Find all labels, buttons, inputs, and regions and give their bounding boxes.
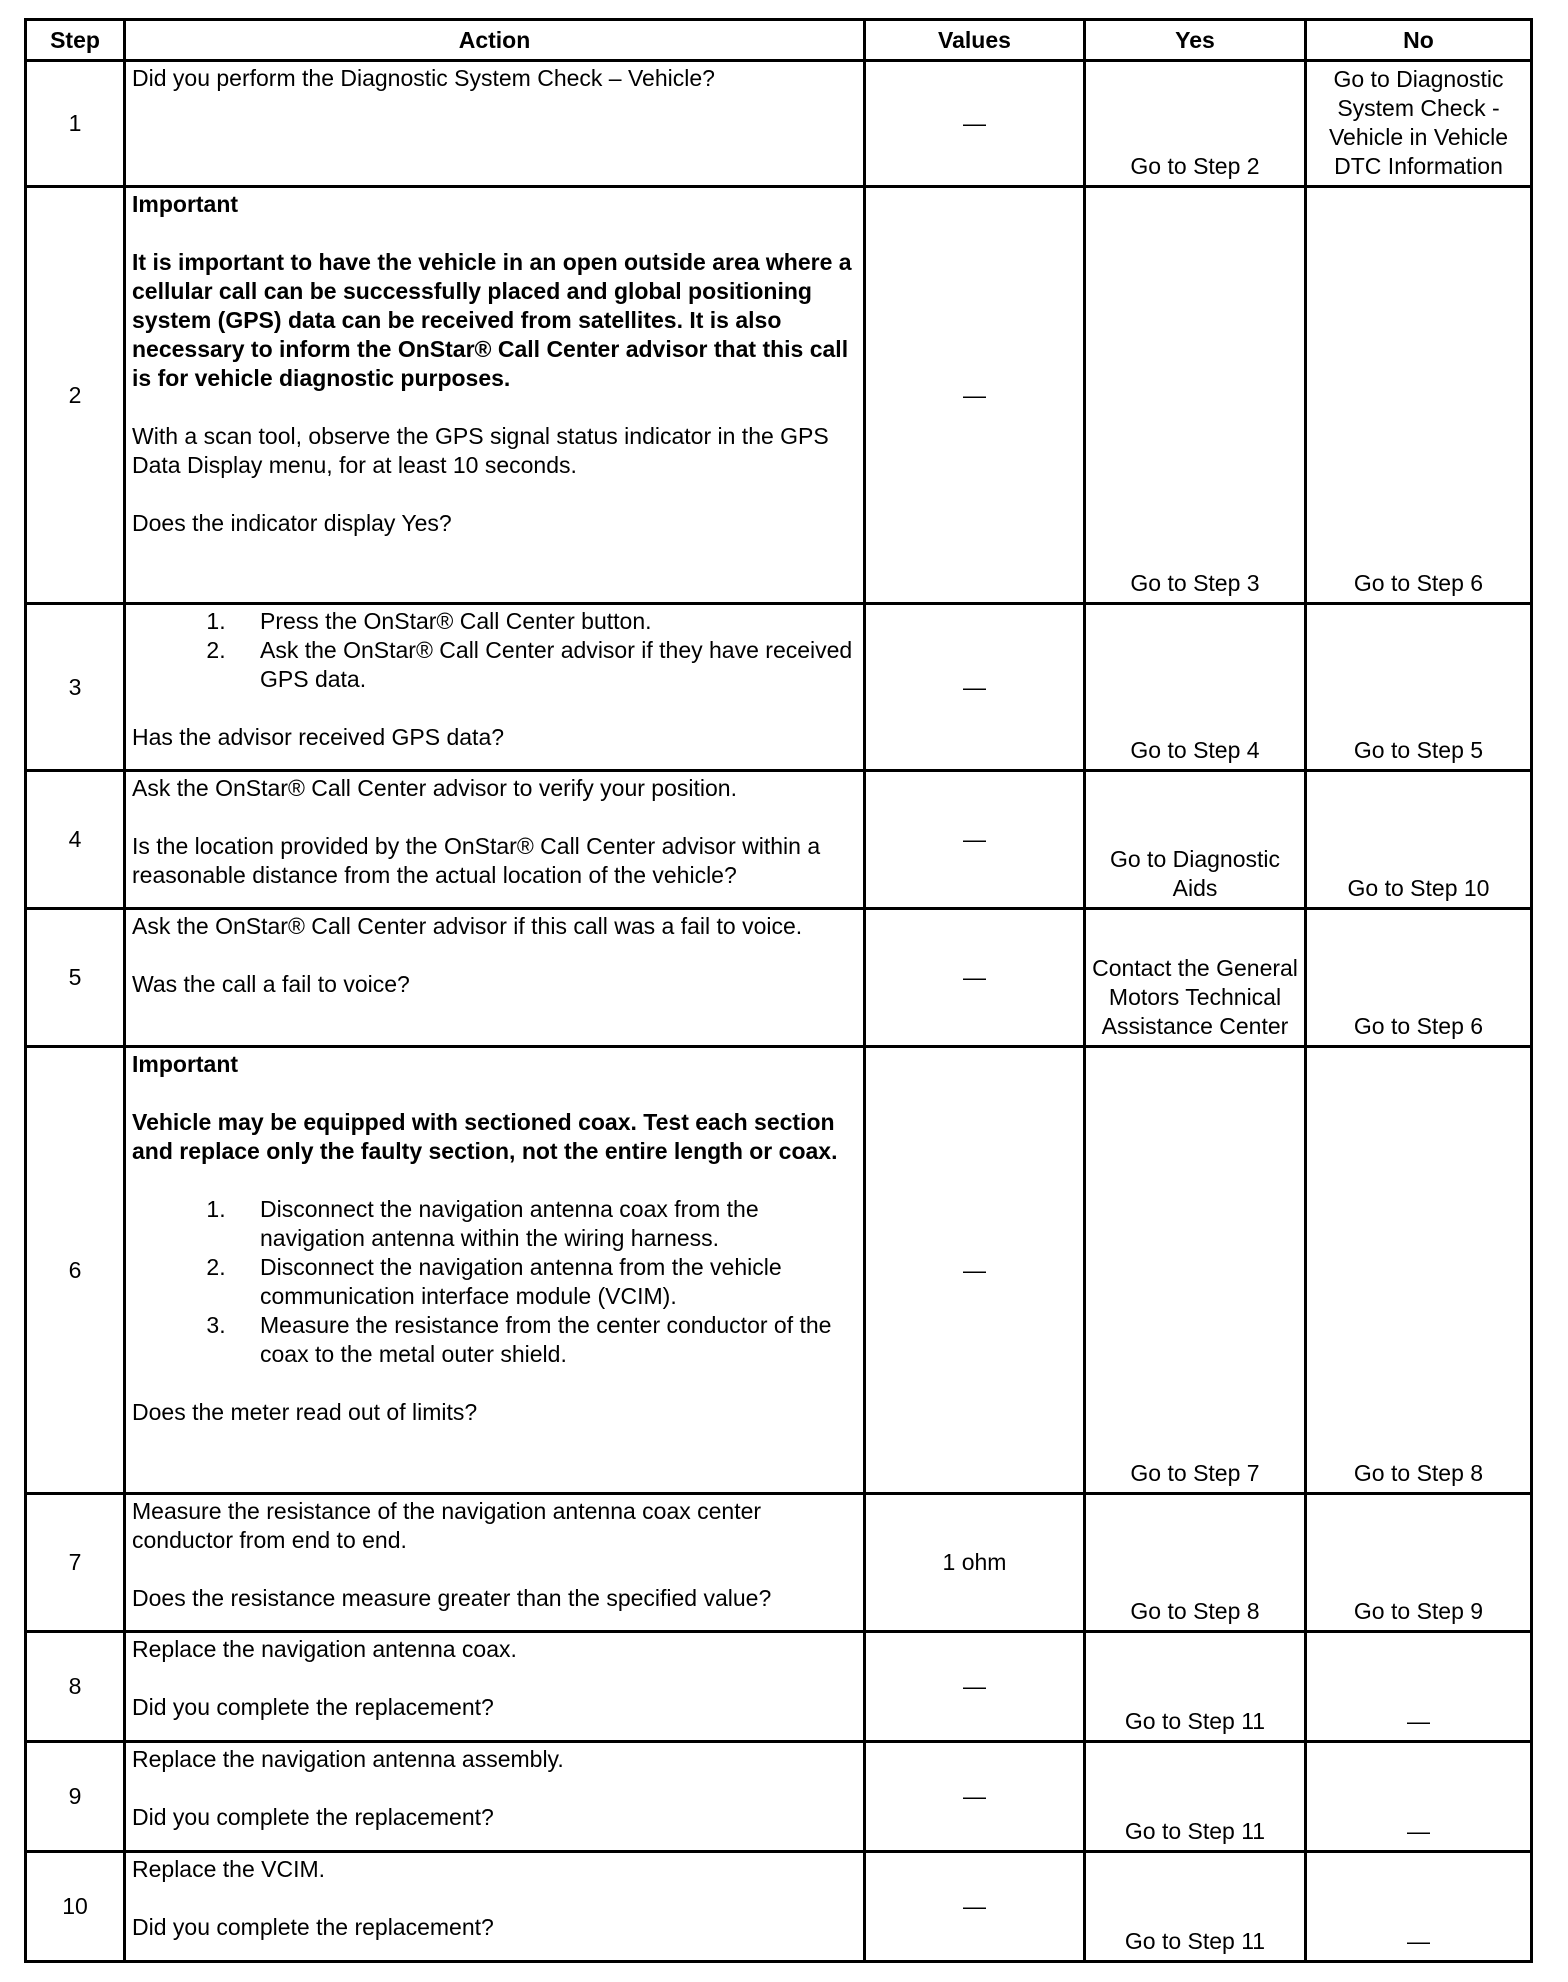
important-text: It is important to have the vehicle in an open outside area where a cellular call can be successfully placed and global positioning system (GPS) data can be received from satellites. It is also necessary to inform the OnStar® Call Center advisor that this call is for vehicle diagnostic purposes. <box>132 249 852 391</box>
table-row <box>26 1494 1532 1632</box>
header-action: Action <box>125 20 865 61</box>
action-text: With a scan tool, observe the GPS signal status indicator in the GPS Data Display menu, for at least 10 seconds. <box>132 423 829 478</box>
step-number: 9 <box>26 1742 125 1852</box>
step-number: 8 <box>26 1632 125 1742</box>
yes-cell: Go to Step 7 <box>1085 1047 1306 1494</box>
yes-cell: Go to Step 11 <box>1085 1632 1306 1742</box>
values-cell: — <box>865 1852 1085 1962</box>
yes-cell: Go to Step 3 <box>1085 187 1306 604</box>
action-cell <box>125 604 865 771</box>
action-question: Does the resistance measure greater than the specified value? <box>132 1585 772 1611</box>
action-question: Does the meter read out of limits? <box>132 1399 478 1425</box>
action-question: Did you complete the replacement? <box>132 1914 494 1940</box>
values-cell: — <box>865 1742 1085 1852</box>
table-row <box>26 1742 1532 1852</box>
important-label: Important <box>132 191 239 217</box>
values-cell: 1 ohm <box>865 1494 1085 1632</box>
table-row <box>26 1852 1532 1962</box>
step-number: 3 <box>26 604 125 771</box>
yes-cell: Contact the General Motors Technical Assistance Center <box>1085 909 1306 1047</box>
no-cell: Go to Step 8 <box>1306 1047 1532 1494</box>
action-question: Did you complete the replacement? <box>132 1804 494 1830</box>
no-cell: Go to Diagnostic System Check - Vehicle in Vehicle DTC Information <box>1306 61 1532 187</box>
action-text: Ask the OnStar® Call Center advisor to verify your position. <box>132 775 737 801</box>
action-question: Did you complete the replacement? <box>132 1694 494 1720</box>
yes-cell: Go to Step 11 <box>1085 1742 1306 1852</box>
action-question: Has the advisor received GPS data? <box>132 724 505 750</box>
header-values: Values <box>865 20 1085 61</box>
values-cell: — <box>865 771 1085 909</box>
no-cell: — <box>1306 1632 1532 1742</box>
action-cell <box>125 771 865 909</box>
no-cell: — <box>1306 1852 1532 1962</box>
diagnostic-table <box>24 18 1533 1963</box>
no-cell: Go to Step 5 <box>1306 604 1532 771</box>
no-cell: Go to Step 6 <box>1306 187 1532 604</box>
action-question: Is the location provided by the OnStar® Call Center advisor within a reasonable distance from the actual location of the vehicle? <box>132 833 821 888</box>
step-number: 1 <box>26 61 125 187</box>
action-cell <box>125 909 865 1047</box>
table-row <box>26 187 1532 604</box>
values-cell: — <box>865 61 1085 187</box>
step-number: 2 <box>26 187 125 604</box>
header-row <box>26 20 1532 61</box>
list-item: 2. Ask the OnStar® Call Center advisor if they have received GPS data. <box>232 636 859 694</box>
action-list <box>132 1195 859 1369</box>
values-cell: — <box>865 1632 1085 1742</box>
values-cell: — <box>865 1047 1085 1494</box>
table-row <box>26 61 1532 187</box>
list-item: 2. Disconnect the navigation antenna from the vehicle communication interface module (VCIM). <box>232 1253 859 1311</box>
action-cell <box>125 1852 865 1962</box>
no-cell: Go to Step 6 <box>1306 909 1532 1047</box>
step-number: 4 <box>26 771 125 909</box>
step-number: 6 <box>26 1047 125 1494</box>
values-cell: — <box>865 604 1085 771</box>
important-text: Vehicle may be equipped with sectioned coax. Test each section and replace only the faulty section, not the entire length or coax. <box>132 1109 838 1164</box>
important-label: Important <box>132 1051 239 1077</box>
values-cell: — <box>865 909 1085 1047</box>
action-list <box>132 607 859 694</box>
no-cell: — <box>1306 1742 1532 1852</box>
action-text: Ask the OnStar® Call Center advisor if this call was a fail to voice. <box>132 913 803 939</box>
header-yes: Yes <box>1085 20 1306 61</box>
action-cell <box>125 1047 865 1494</box>
step-number: 5 <box>26 909 125 1047</box>
table-row <box>26 1632 1532 1742</box>
list-item: 3. Measure the resistance from the center conductor of the coax to the metal outer shield. <box>232 1311 859 1369</box>
list-item: 1. Press the OnStar® Call Center button. <box>232 607 859 636</box>
yes-cell: Go to Step 4 <box>1085 604 1306 771</box>
yes-cell: Go to Step 2 <box>1085 61 1306 187</box>
header-no: No <box>1306 20 1532 61</box>
action-cell <box>125 61 865 187</box>
no-cell: Go to Step 10 <box>1306 771 1532 909</box>
action-cell <box>125 1494 865 1632</box>
yes-cell: Go to Step 11 <box>1085 1852 1306 1962</box>
header-step: Step <box>26 20 125 61</box>
step-number: 10 <box>26 1852 125 1962</box>
action-cell <box>125 187 865 604</box>
step-number: 7 <box>26 1494 125 1632</box>
action-text: Measure the resistance of the navigation antenna coax center conductor from end to end. <box>132 1498 762 1553</box>
yes-cell: Go to Step 8 <box>1085 1494 1306 1632</box>
table-row <box>26 909 1532 1047</box>
action-text: Replace the navigation antenna coax. <box>132 1636 517 1662</box>
action-question: Was the call a fail to voice? <box>132 971 410 997</box>
action-text: Did you perform the Diagnostic System Check – Vehicle? <box>132 65 715 91</box>
list-item: 1. Disconnect the navigation antenna coax from the navigation antenna within the wiring harness. <box>232 1195 859 1253</box>
action-question: Does the indicator display Yes? <box>132 510 452 536</box>
action-text: Replace the navigation antenna assembly. <box>132 1746 564 1772</box>
table-row <box>26 604 1532 771</box>
no-cell: Go to Step 9 <box>1306 1494 1532 1632</box>
action-cell <box>125 1742 865 1852</box>
table-row <box>26 771 1532 909</box>
values-cell: — <box>865 187 1085 604</box>
action-cell <box>125 1632 865 1742</box>
yes-cell: Go to Diagnostic Aids <box>1085 771 1306 909</box>
action-text: Replace the VCIM. <box>132 1856 326 1882</box>
table-row <box>26 1047 1532 1494</box>
